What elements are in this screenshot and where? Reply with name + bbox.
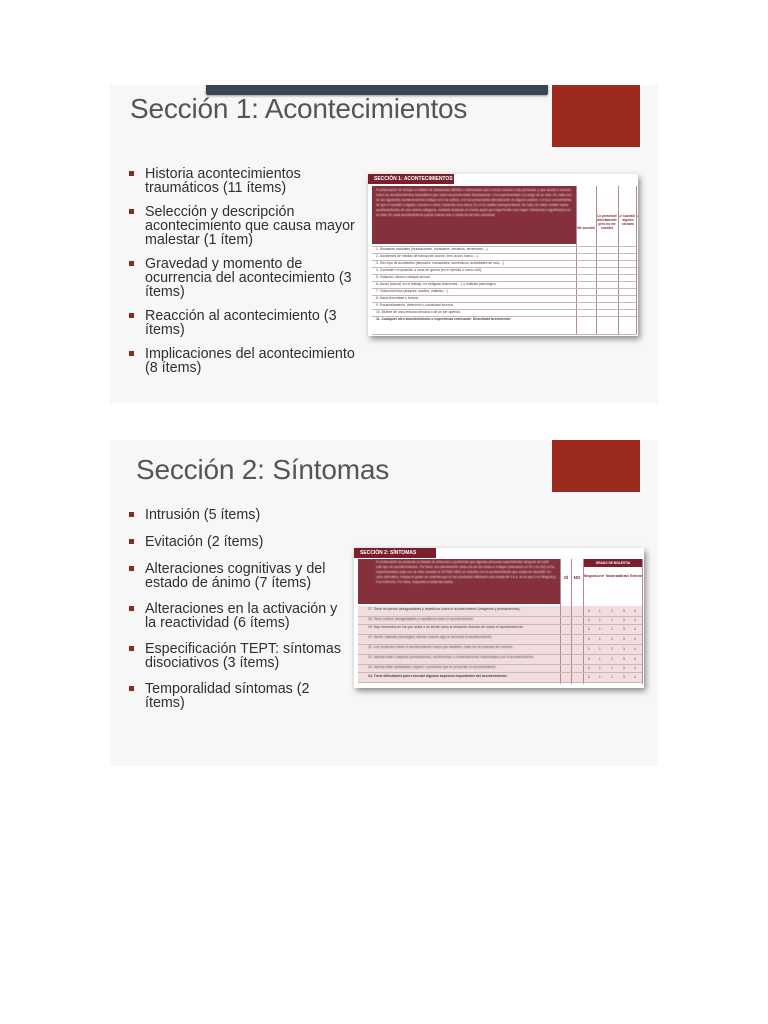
scale-value: 2 xyxy=(611,647,613,651)
table-header: SECCIÓN 1: ACONTECIMIENTOS xyxy=(368,174,454,184)
bullet-list xyxy=(128,167,360,385)
scale-value: 2 xyxy=(611,666,613,670)
scale-value: 0 xyxy=(588,657,590,661)
scale-value: 4 xyxy=(634,618,636,622)
scale-value: 3 xyxy=(623,627,625,631)
scale-value: 1 xyxy=(599,627,601,631)
scale-value: 3 xyxy=(623,647,625,651)
scale-value: 0 xyxy=(588,618,590,622)
bullet-item: Alteraciones en la activación y la reactividad (6 ítems) xyxy=(128,602,348,630)
scale-value: 1 xyxy=(599,609,601,613)
table-row: 3. Otro tipo de accidentes (laborales, industriales, domésticos, actividades de ocio,...). xyxy=(376,261,506,265)
bullet-item: Implicaciones del acontecimiento (8 ítems) xyxy=(128,347,360,375)
scale-value: 0 xyxy=(588,627,590,631)
slide-title: Sección 2: Síntomas xyxy=(136,454,389,485)
table-row: 19. Hay momentos en los que actúa o se siente como si estuviera viviendo de nuevo el acontecimiento. xyxy=(368,625,524,629)
bullet-item: Historia acontecimientos traumáticos (11 ítems) xyxy=(128,167,360,195)
bullet-item: Reacción al acontecimiento (3 ítems) xyxy=(128,309,360,337)
accent-block xyxy=(552,440,640,492)
scale-value: 2 xyxy=(611,627,613,631)
questionnaire-image xyxy=(354,548,644,688)
scale-value: 1 xyxy=(599,637,601,641)
slide-title: Sección 1: Acontecimientos xyxy=(130,93,468,124)
scale-value: 3 xyxy=(623,618,625,622)
bullet-item: Intrusión (5 ítems) xyxy=(128,508,348,522)
table-row: 20. Siente malestar psicológico intenso cuando algo le recuerda el acontecimiento. xyxy=(368,635,493,639)
scale-value: 2 xyxy=(611,657,613,661)
scale-value: 4 xyxy=(634,637,636,641)
bullet-item: Evitación (2 ítems) xyxy=(128,535,348,549)
yes-header: SÍ xyxy=(563,575,569,580)
table-row: 9. Encarcelamiento, detención o cautividad forzosa. xyxy=(376,303,454,307)
scale-value: 1 xyxy=(599,647,601,651)
grade-label: Moderada xyxy=(606,574,622,578)
bullet-item: Temporalidad síntomas (2 ítems) xyxy=(128,682,348,710)
table-row: 8. Actos terroristas o tortura. xyxy=(376,296,419,300)
table-row: 18. Tiene sueños desagradables y repetitivos sobre el acontecimiento. xyxy=(368,617,474,621)
grade-header: GRADO DE MOLESTIA xyxy=(595,561,631,565)
intro-text: A continuación se presenta un listado de síntomas o problemas que algunas personas experimentan después de sufrir este tipo de acontecimientos. Por favor, lea atentamente cada una de las frases e indique (marcando en SÍ o en NO) si ha experimentado cada uno de ellos durante el ÚLTIMO MES en relación con el acontecimiento que acaba de describir. En caso afirmativo, indique el grado de molestia que le han producido utilizando una escala de 0 a 4, en la que 0 es Ninguna y 4 es Extrema. Por favor, responda a todas las frases. xyxy=(376,560,556,584)
table-row: 6. Acoso (sexual, en el trabajo, en antiguas relaciones,...) o maltrato psicológico. xyxy=(376,282,497,286)
bullet-item: Alteraciones cognitivas y del estado de ánimo (7 ítems) xyxy=(128,562,348,590)
table-row: 11. Cualquier otro acontecimiento o experiencia estresante. Descríbalo brevemente: xyxy=(376,317,512,321)
slide-sintomas xyxy=(110,440,658,766)
accent-block xyxy=(552,85,640,147)
scale-value: 0 xyxy=(588,637,590,641)
scale-value: 4 xyxy=(634,627,636,631)
bullet-item: Especificación TEPT: síntomas disociativos (3 ítems) xyxy=(128,642,348,670)
column-header: Le sucedió a alguien cercano xyxy=(618,214,638,226)
table-row: 21. Los recuerdos sobre el acontecimiento hacen que también, cada vez le sucedan de corazón... xyxy=(368,645,516,649)
grade-label: Grave xyxy=(619,574,630,578)
scale-value: 3 xyxy=(623,609,625,613)
scale-value: 1 xyxy=(599,675,601,679)
scale-value: 3 xyxy=(623,657,625,661)
bullet-list xyxy=(128,508,348,723)
column-header: Me sucedió xyxy=(577,226,595,230)
table-row: 10. Muerte de una persona cercana o de un ser querido. xyxy=(376,310,461,314)
scale-value: 0 xyxy=(588,666,590,670)
scale-value: 1 xyxy=(599,657,601,661)
scale-value: 4 xyxy=(634,647,636,651)
scale-value: 4 xyxy=(634,666,636,670)
scale-value: 3 xyxy=(623,637,625,641)
bullet-item: Selección y descripción acontecimiento que causa mayor malestar (1 ítem) xyxy=(128,205,360,247)
scale-value: 4 xyxy=(634,657,636,661)
scale-value: 3 xyxy=(623,675,625,679)
scale-value: 1 xyxy=(599,666,601,670)
table-row: 23. Intenta evitar actividades, lugares o personas que le recuerdan el acontecimiento. xyxy=(368,665,497,669)
table-row: 2. Accidentes de medios de transporte (coche, tren, avión, barco,...). xyxy=(376,254,479,258)
table-row: 17. Tiene recuerdos desagradables y repetitivos sobre el acontecimiento (imágenes y pensamientos). xyxy=(368,607,521,611)
table-header: SECCIÓN 2: SÍNTOMAS xyxy=(354,548,436,558)
scale-value: 2 xyxy=(611,609,613,613)
grade-label: Extrema xyxy=(630,574,643,578)
bullet-item: Gravedad y momento de ocurrencia del acontecimiento (3 ítems) xyxy=(128,257,360,299)
scale-value: 0 xyxy=(588,647,590,651)
questionnaire-image xyxy=(368,174,638,336)
scale-value: 2 xyxy=(611,618,613,622)
scale-value: 2 xyxy=(611,675,613,679)
grade-label: Leve xyxy=(596,574,605,578)
slide-acontecimientos xyxy=(110,85,658,403)
scale-value: 1 xyxy=(599,618,601,622)
table-row: 4. Combate o exposición a zona de guerra (en el ejército o como civil). xyxy=(376,268,482,272)
table-row: 1. Desastres naturales (inundaciones, huracanes, tornados, terremotos,...). xyxy=(376,247,489,251)
grade-label: Ninguna xyxy=(584,574,597,578)
table-row: 7. Violencia física (ataques, asaltos, maltrato,...). xyxy=(376,289,450,293)
scale-value: 3 xyxy=(623,666,625,670)
scale-value: 0 xyxy=(588,675,590,679)
scale-value: 0 xyxy=(588,609,590,613)
column-header: Lo presencié directamente pero no me sucedió xyxy=(597,214,617,230)
table-row: 5. Violación, abuso o ataque sexual. xyxy=(376,275,431,279)
table-row: 22. Intenta evitar o alejarse pensamientos, sentimientos o conversaciones relacionados con el acontecimiento. xyxy=(368,655,535,659)
table-row: 24. Tiene dificultades para recordar algunos aspectos importantes del acontecimiento. xyxy=(368,674,508,678)
scale-value: 4 xyxy=(634,609,636,613)
scale-value: 2 xyxy=(611,637,613,641)
intro-text: A continuación se incluye un listado de situaciones difíciles o estresantes que a veces ocurren a las personas, y que ayuda a conocer todos los acontecimientos traumáticos que usted ha presenciado directamente o ha experimentado a lo largo de su vida. En cada uno de los siguientes acontecimientos indique si lo ha sufrido, si lo ha presenciado directamente en alguna ocasión o si tuvo conocimiento de que le sucedió a alguien cercano a usted, haciendo una marca (X) en la casilla correspondiente. En caso de haber sufrido varios acontecimientos de una misma categoría, conteste teniendo en mente aquel que haya tenido una mayor relevancia o significación en su vida. En cada acontecimiento puede marcar una o varias de las tres columnas. xyxy=(376,188,572,217)
no-header: NO xyxy=(573,575,581,580)
scale-value: 4 xyxy=(634,675,636,679)
